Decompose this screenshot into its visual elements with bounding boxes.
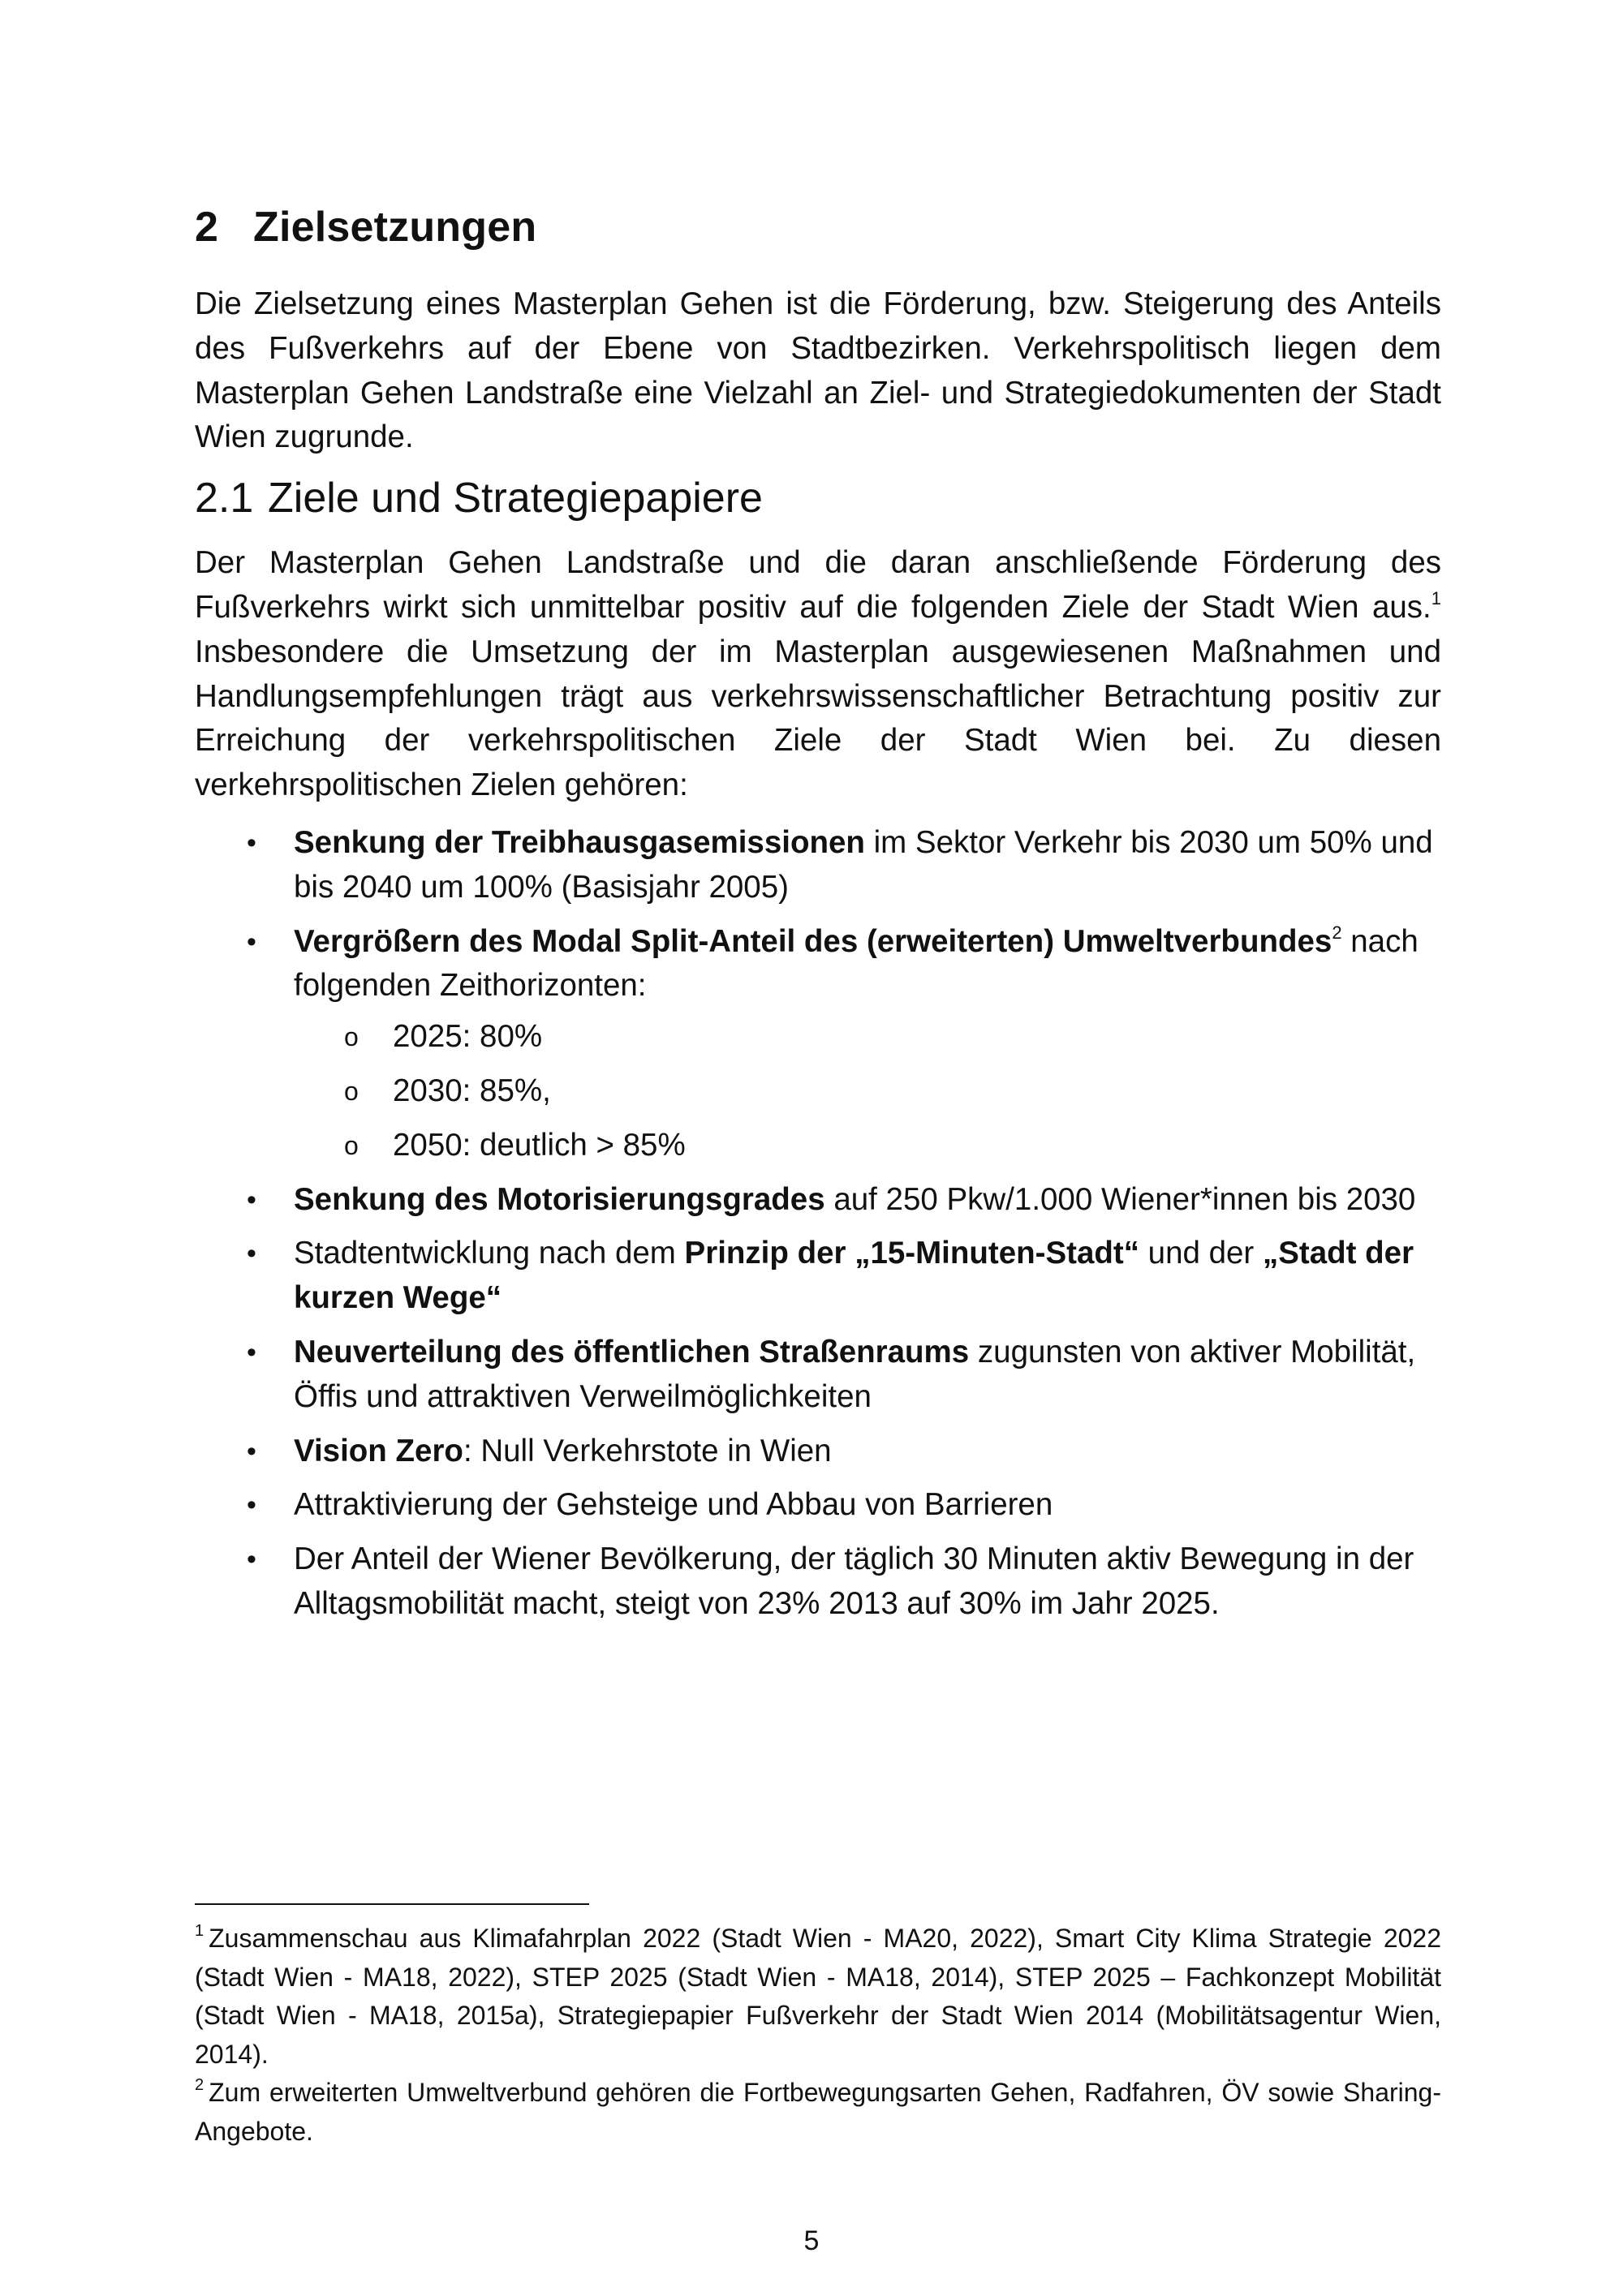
list-item xyxy=(195,821,1441,910)
goal-bold: Vision Zero xyxy=(294,1433,463,1468)
circle-bullet-icon: o xyxy=(344,1130,359,1160)
bullet-icon: • xyxy=(247,1435,256,1467)
list-item xyxy=(195,1483,1441,1528)
footnote-number: 2 xyxy=(195,2076,204,2094)
goal-bold: Prinzip der „15-Minuten-Stadt“ xyxy=(684,1236,1139,1271)
footnote-text: Zusammenschau aus Klimafahrplan 2022 (Stadt Wien - MA20, 2022), Smart City Klima Strategie 2022 (Stadt Wien - MA18, 2022), STEP 2025 (Stadt Wien - MA18, 2014), STEP 2025 – Fachkonzept Mobilität (Stadt Wien - MA18, 2015a), Strategiepapier Fußverkehr der Stadt Wien 2014 (Mobilitätsagentur Wien, 2014). xyxy=(195,1924,1441,2069)
section-heading xyxy=(195,467,1441,530)
section-paragraph-rest: Insbesondere die Umsetzung der im Masterplan ausgewiesenen Maßnahmen und Handlungsempfehlungen trägt aus verkehrswissenschaftlicher Betrachtung positiv zur Erreichung der verkehrspolitischen Ziele der Stadt Wien bei. Zu diesen verkehrspolitischen Zielen gehören: xyxy=(195,634,1441,803)
footnotes xyxy=(195,1920,1441,2151)
section-number: 2.1 xyxy=(195,475,254,522)
list-item xyxy=(195,1331,1441,1420)
bullet-icon: • xyxy=(247,1490,256,1521)
list-item xyxy=(195,1178,1441,1223)
footnote-number: 1 xyxy=(195,1922,204,1940)
bullet-icon: • xyxy=(247,1184,256,1215)
section-paragraph-main: Der Masterplan Gehen Landstraße und die daran anschließende Förderung des Fußverkehrs wirkt sich unmittelbar positiv auf die folgenden Ziele der Stadt Wien aus. xyxy=(195,545,1441,625)
bullet-icon: • xyxy=(247,1544,256,1576)
bullet-icon: • xyxy=(247,1336,256,1368)
goal-text: : Null Verkehrstote in Wien xyxy=(463,1433,832,1468)
bullet-icon: • xyxy=(247,827,256,858)
page-number: 5 xyxy=(803,2225,820,2256)
list-item xyxy=(195,920,1441,1168)
circle-bullet-icon: o xyxy=(344,1022,359,1052)
chapter-title: Zielsetzungen xyxy=(253,204,537,251)
goal-text: auf 250 Pkw/1.000 Wiener*innen bis 2030 xyxy=(824,1181,1416,1217)
sub-item-text: 2030: 85%, xyxy=(393,1073,551,1108)
goal-bold: Senkung des Motorisierungsgrades xyxy=(294,1181,825,1217)
footnote-2 xyxy=(195,2074,1441,2151)
goal-bold: Vergrößern des Modal Split-Anteil des (erweiterten) Umweltverbundes xyxy=(294,923,1332,959)
goal-bold: „Stadt der kurzen Wege“ xyxy=(294,1236,1414,1316)
section-title: Ziele und Strategiepapiere xyxy=(268,475,763,522)
goal-text: Attraktivierung der Gehsteige und Abbau von Barrieren xyxy=(294,1487,1053,1523)
list-item xyxy=(195,1232,1441,1321)
goal-bold: Senkung der Treibhausgasemissionen xyxy=(294,824,865,860)
goal-text: und der xyxy=(1139,1236,1263,1271)
bullet-icon: • xyxy=(247,926,256,957)
main-content xyxy=(195,195,1441,1636)
intro-paragraph: Die Zielsetzung eines Masterplan Gehen ist die Förderung, bzw. Steigerung des Anteils des Fußverkehrs auf der Ebene von Stadtbezirken. Verkehrspolitisch liegen dem Masterplan Gehen Landstraße eine Vielzahl an Ziel- und Strategiedokumenten der Stadt Wien zugrunde. xyxy=(195,286,1441,455)
goal-text: Stadtentwicklung nach dem xyxy=(294,1236,685,1271)
sub-list xyxy=(294,1015,1441,1167)
goal-text: nach folgenden Zeithorizonten: xyxy=(294,923,1419,1004)
goal-bold: Neuverteilung des öffentlichen Straßenraums xyxy=(294,1334,970,1369)
sub-list-item xyxy=(294,1015,1441,1060)
chapter-number: 2 xyxy=(195,204,219,251)
sub-item-text: 2050: deutlich > 85% xyxy=(393,1127,686,1163)
goal-text: zugunsten von aktiver Mobilität, Öffis und attraktiven Verweilmöglichkeiten xyxy=(294,1334,1416,1414)
section-paragraph xyxy=(195,541,1441,808)
footnote-text: Zum erweiterten Umweltverbund gehören die Fortbewegungsarten Gehen, Radfahren, ÖV sowie Sharing-Angebote. xyxy=(195,2078,1441,2146)
sub-item-text: 2025: 80% xyxy=(393,1019,543,1055)
footnote-1 xyxy=(195,1920,1441,2074)
chapter-heading xyxy=(195,195,1441,260)
list-item xyxy=(195,1430,1441,1474)
circle-bullet-icon: o xyxy=(344,1076,359,1106)
footnote-ref-1[interactable]: 1 xyxy=(1431,587,1441,608)
goals-list xyxy=(195,821,1441,1627)
goal-text: Der Anteil der Wiener Bevölkerung, der täglich 30 Minuten aktiv Bewegung in der Alltagsmobilität macht, steigt von 23% 2013 auf 30% im Jahr 2025. xyxy=(294,1541,1414,1621)
bullet-icon: • xyxy=(247,1238,256,1270)
footnote-divider xyxy=(195,1903,589,1905)
list-item xyxy=(195,1537,1441,1627)
sub-list-item xyxy=(294,1124,1441,1168)
sub-list-item xyxy=(294,1069,1441,1114)
goal-text: im Sektor Verkehr bis 2030 um 50% und bis 2040 um 100% (Basisjahr 2005) xyxy=(294,824,1433,905)
footnote-ref-2[interactable]: 2 xyxy=(1332,922,1342,943)
